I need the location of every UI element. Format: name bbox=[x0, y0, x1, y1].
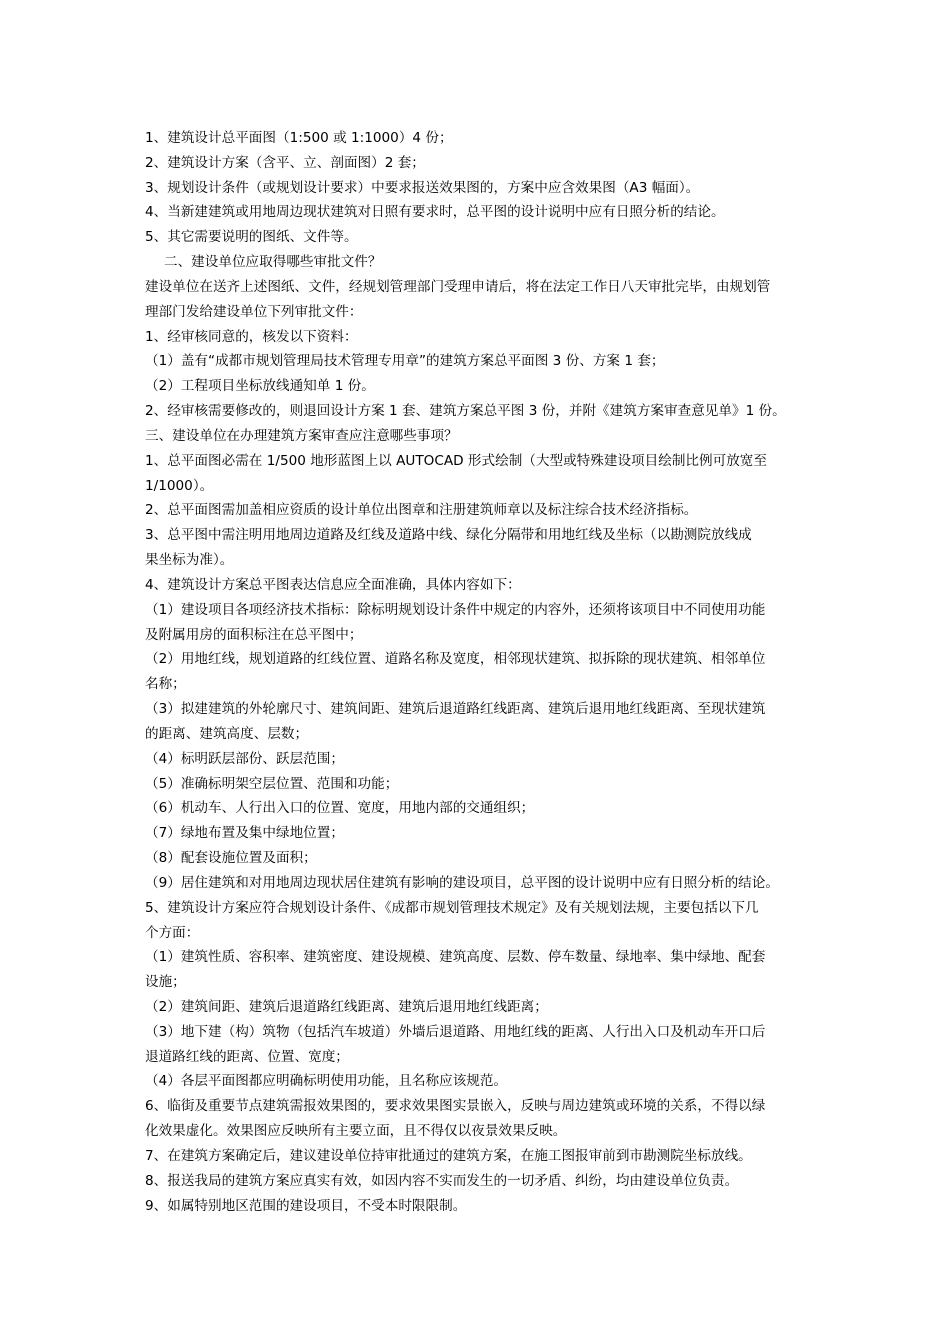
list-item: 6、临街及重要节点建筑需报效果图的，要求效果图实景嵌入，反映与周边建筑或环境的关系，不得以绿 bbox=[145, 1098, 766, 1115]
list-item: （7）绿地布置及集中绿地位置； bbox=[145, 825, 344, 842]
list-item: 4、建筑设计方案总平图表达信息应全面准确，具体内容如下： bbox=[145, 576, 521, 593]
paragraph-line: 设施； bbox=[145, 974, 186, 991]
list-item: （2）工程项目坐标放线通知单 1 份。 bbox=[145, 378, 375, 395]
list-item: （4）标明跃层部份、跃层范围； bbox=[145, 750, 344, 767]
paragraph-line: 的距离、建筑高度、层数； bbox=[145, 725, 309, 742]
list-item: （8）配套设施位置及面积； bbox=[145, 850, 317, 867]
paragraph-line: 及附属用房的面积标注在总平图中； bbox=[145, 626, 363, 643]
paragraph-line: 建设单位在送齐上述图纸、文件，经规划管理部门受理申请后，将在法定工作日八天审批完毕，由规划管 bbox=[145, 278, 771, 295]
list-item: （2）用地红线，规划道路的红线位置、道路名称及宽度，相邻现状建筑、拟拆除的现状建筑、相邻单位 bbox=[145, 651, 766, 668]
list-item: 2、经审核需要修改的，则退回设计方案 1 套、建筑方案总平图 3 份，并附《建筑方案审查意见单》1 份。 bbox=[145, 403, 786, 420]
list-item: （2）建筑间距、建筑后退道路红线距离、建筑后退用地红线距离； bbox=[145, 998, 548, 1015]
list-item: （3）地下建（构）筑物（包括汽车坡道）外墙后退道路、用地红线的距离、人行出入口及机动车开口后 bbox=[145, 1023, 766, 1040]
paragraph-line: 名称； bbox=[145, 676, 186, 693]
list-item: 3、总平图中需注明用地周边道路及红线及道路中线、绿化分隔带和用地红线及坐标（以勘测院放线成 bbox=[145, 527, 752, 544]
list-item: （9）居住建筑和对用地周边现状居住建筑有影响的建设项目，总平图的设计说明中应有日照分析的结论。 bbox=[145, 874, 779, 891]
list-item: 2、总平面图需加盖相应资质的设计单位出图章和注册建筑师章以及标注综合技术经济指标。 bbox=[145, 502, 698, 519]
paragraph-line: 果坐标为准）。 bbox=[145, 552, 234, 569]
list-item: 5、其它需要说明的图纸、文件等。 bbox=[145, 229, 358, 246]
list-item: 1、建筑设计总平面图（1:500 或 1:1000）4 份； bbox=[145, 130, 453, 146]
paragraph-line: 个方面： bbox=[145, 924, 200, 941]
list-item: （6）机动车、人行出入口的位置、宽度，用地内部的交通组织； bbox=[145, 800, 535, 817]
list-item: 7、在建筑方案确定后，建议建设单位持审批通过的建筑方案，在施工图报审前到市勘测院坐标放线。 bbox=[145, 1147, 752, 1164]
paragraph-line: 化效果虚化。效果图应反映所有主要立面，且不得仅以夜景效果反映。 bbox=[145, 1123, 567, 1140]
paragraph-line: 1/1000）。 bbox=[145, 477, 214, 494]
list-item: （1）建筑性质、容积率、建筑密度、建设规模、建筑高度、层数、停车数量、绿地率、集中绿地、配套 bbox=[145, 949, 766, 966]
paragraph-line: 理部门发给建设单位下列审批文件： bbox=[145, 303, 363, 320]
list-item: （1）建设项目各项经济技术指标：除标明规划设计条件中规定的内容外，还须将该项目中不同使用功能 bbox=[145, 601, 766, 618]
list-item: 5、建筑设计方案应符合规划设计条件、《成都市规划管理技术规定》及有关规划法规，主要包括以下几 bbox=[145, 899, 759, 916]
document-body bbox=[145, 126, 810, 1218]
section-heading: 二、建设单位应取得哪些审批文件？ bbox=[164, 254, 382, 271]
list-item: （1）盖有“成都市规划管理局技术管理专用章”的建筑方案总平面图 3 份、方案 1 套； bbox=[145, 353, 665, 370]
section-heading: 三、建设单位在办理建筑方案审查应注意哪些事项？ bbox=[145, 427, 458, 444]
paragraph-line: 退道路红线的距离、位置、宽度； bbox=[145, 1048, 349, 1065]
list-item: （5）准确标明架空层位置、范围和功能； bbox=[145, 775, 399, 792]
list-item: 3、规划设计条件（或规划设计要求）中要求报送效果图的，方案中应含效果图（A3 幅面）。 bbox=[145, 179, 700, 196]
list-item: 2、建筑设计方案（含平、立、剖面图）2 套； bbox=[145, 154, 425, 171]
list-item: 1、总平面图必需在 1/500 地形蓝图上以 AUTOCAD 形式绘制（大型或特殊建设项目绘制比例可放宽至 bbox=[145, 452, 767, 469]
list-item: （3）拟建建筑的外轮廓尺寸、建筑间距、建筑后退道路红线距离、建筑后退用地红线距离、至现状建筑 bbox=[145, 701, 766, 718]
list-item: 9、如属特别地区范围的建设项目，不受本时限限制。 bbox=[145, 1197, 467, 1214]
list-item: 1、经审核同意的，核发以下资料： bbox=[145, 328, 358, 345]
list-item: （4）各层平面图都应明确标明使用功能，且名称应该规范。 bbox=[145, 1073, 508, 1090]
list-item: 4、当新建建筑或用地周边现状建筑对日照有要求时，总平图的设计说明中应有日照分析的结论。 bbox=[145, 204, 725, 221]
list-item: 8、报送我局的建筑方案应真实有效，如因内容不实而发生的一切矛盾、纠纷，均由建设单位负责。 bbox=[145, 1172, 739, 1189]
